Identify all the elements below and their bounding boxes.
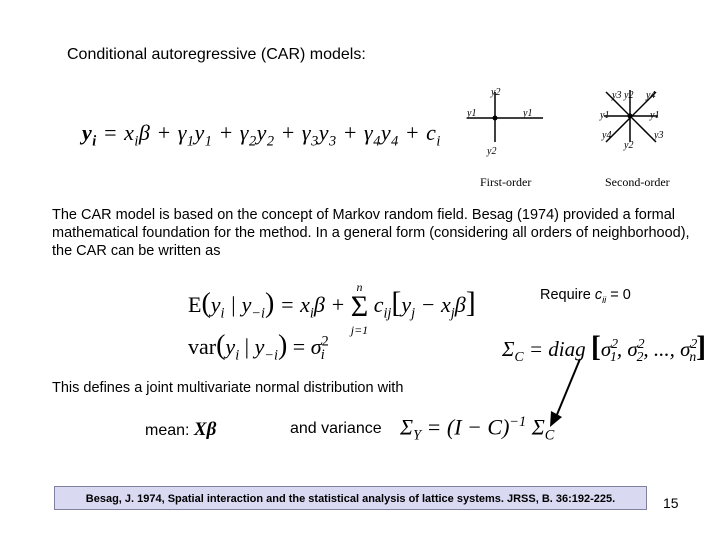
fo-label-top: y2 [491,87,501,98]
second-order-diagram [590,80,680,170]
mean-label: mean: Xβ [145,419,217,440]
require-note: Require $c_{ii} = 0$ [540,287,631,305]
reference-box: Besag, J. 1974, Spatial interaction and the statistical analysis of lattice systems. JRSS, B. 36:192-225. [54,486,647,510]
page-number: 15 [663,495,679,511]
defines-text: This defines a joint multivariate normal distribution with [52,380,404,396]
variance-equation: $var(y_i$ | $y_{-i}) = \sigma^2_i$ [188,330,329,364]
fo-label-left: y1 [467,108,477,119]
diag-covariance-equation: $\Sigma_C$ = diag [$\sigma^2_1$, $\sigma^2_2$, ..., $\sigma^2_n$] [502,330,707,365]
variance-label: and variance [290,420,382,437]
fo-label-bottom: y2 [487,146,497,157]
first-order-caption: First-order [480,175,532,189]
expectation-equation: $E(y_i$ | $y_{-i}) = x_i\beta + n$ Σ j=1 $c_{ij}[y_j - x_j\beta]$ [188,280,476,337]
so-label-bottom-left: y4 [602,130,612,141]
so-label-bottom-right: y3 [654,130,664,141]
car-equation: $y_i = x_i\beta + \gamma_1y_1 + \gamma_2y_2 + \gamma_3y_3 + \gamma_4y_4 + c_i$ [82,120,441,150]
so-label-bottom: y2 [624,140,634,151]
joint-variance-equation: $\Sigma_Y = (I - C)^{-1}$ $\Sigma_C$ [400,414,555,444]
second-order-caption: Second-order [605,175,670,189]
description-paragraph: The CAR model is based on the concept of Markov random field. Besag (1974) provided a formal mathematical foundation for the method. In a general form (considering all orders of neighborhood), the CAR can be written as [52,207,690,259]
so-label-top: y2 [624,90,634,101]
so-label-right: y1 [650,110,660,121]
so-label-left: y1 [600,110,610,121]
so-label-top-right: y4 [646,90,656,101]
slide-title: Conditional autoregressive (CAR) models: [67,46,366,63]
fo-label-right: y1 [523,108,533,119]
so-label-top-left: y3 [612,90,622,101]
first-order-diagram [455,80,565,190]
